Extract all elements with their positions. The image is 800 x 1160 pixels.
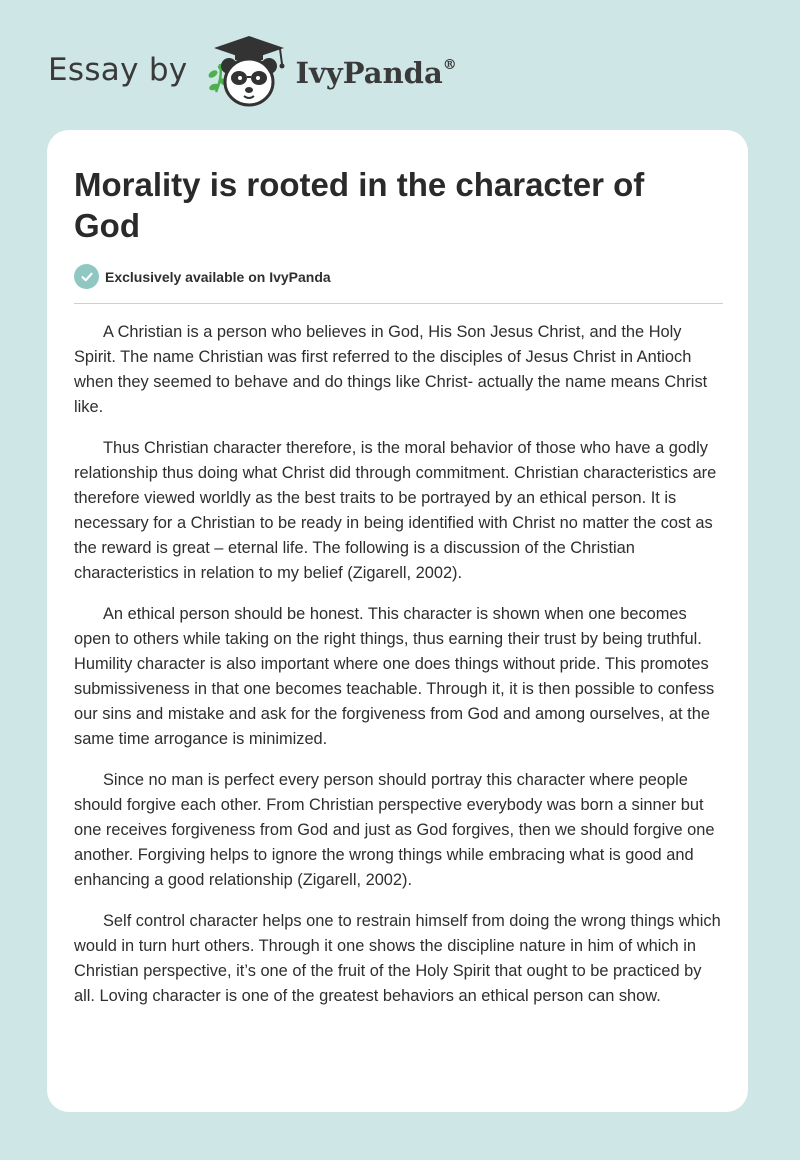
essay-paragraph: Since no man is perfect every person should portray this character where people should forgive each other. From Christian perspective everybody was born a sinner but one receives forgiveness from God and just as God forgives, then we should forgive one another. Forgiving helps to ignore the wrong things while embracing what is good and enhancing a good relationship (Zigarell, 2002). (74, 771, 715, 889)
exclusive-badge-text: Exclusively available on IvyPanda (105, 268, 331, 285)
essay-paragraph: An ethical person should be honest. This character is shown when one becomes open to others while taking on the right things, thus earning their trust by being truthful. Humility character is also important where one does things without pride. This promotes submissiveness in that one becomes teachable. Through it, it is then possible to confess our sins and mistake and ask for the forgiveness from God and among ourselves, at the same time arrogance is minimized. (74, 605, 715, 748)
divider (74, 303, 723, 304)
brand-name[interactable]: IvyPanda® (295, 56, 457, 90)
page-title: Morality is rooted in the character of God (74, 166, 645, 244)
panda-graduate-icon[interactable] (202, 30, 292, 110)
registered-mark: ® (442, 57, 457, 73)
check-icon (74, 264, 99, 289)
essay-card (47, 130, 748, 1112)
essay-by-label: Essay by (48, 52, 188, 88)
essay-paragraph: Self control character helps one to restrain himself from doing the wrong things which would in turn hurt others. Through it one shows the discipline nature in him of which in Christian perspective, it’s one of the fruit of the Holy Spirit that ought to be practiced by all. Loving character is one of the greatest behaviors an ethical person can show. (74, 912, 721, 1005)
essay-paragraph: A Christian is a person who believes in God, His Son Jesus Christ, and the Holy Spirit. The name Christian was first referred to the disciples of Jesus Christ in Antioch when they seemed to behave and do things like Christ- actually the name means Christ like. (74, 323, 708, 416)
essay-body (74, 320, 726, 1025)
site-header (48, 30, 457, 110)
essay-paragraph: Thus Christian character therefore, is the moral behavior of those who have a godly relationship thus doing what Christ did through commitment. Christian characteristics are therefore viewed worldly as the best traits to be portrayed by an ethical person. It is necessary for a Christian to be ready in being identified with Christ no matter the cost as the reward is great – eternal life. The following is a discussion of the Christian characteristics in relation to my belief (Zigarell, 2002). (74, 439, 717, 582)
exclusive-badge (74, 264, 331, 289)
